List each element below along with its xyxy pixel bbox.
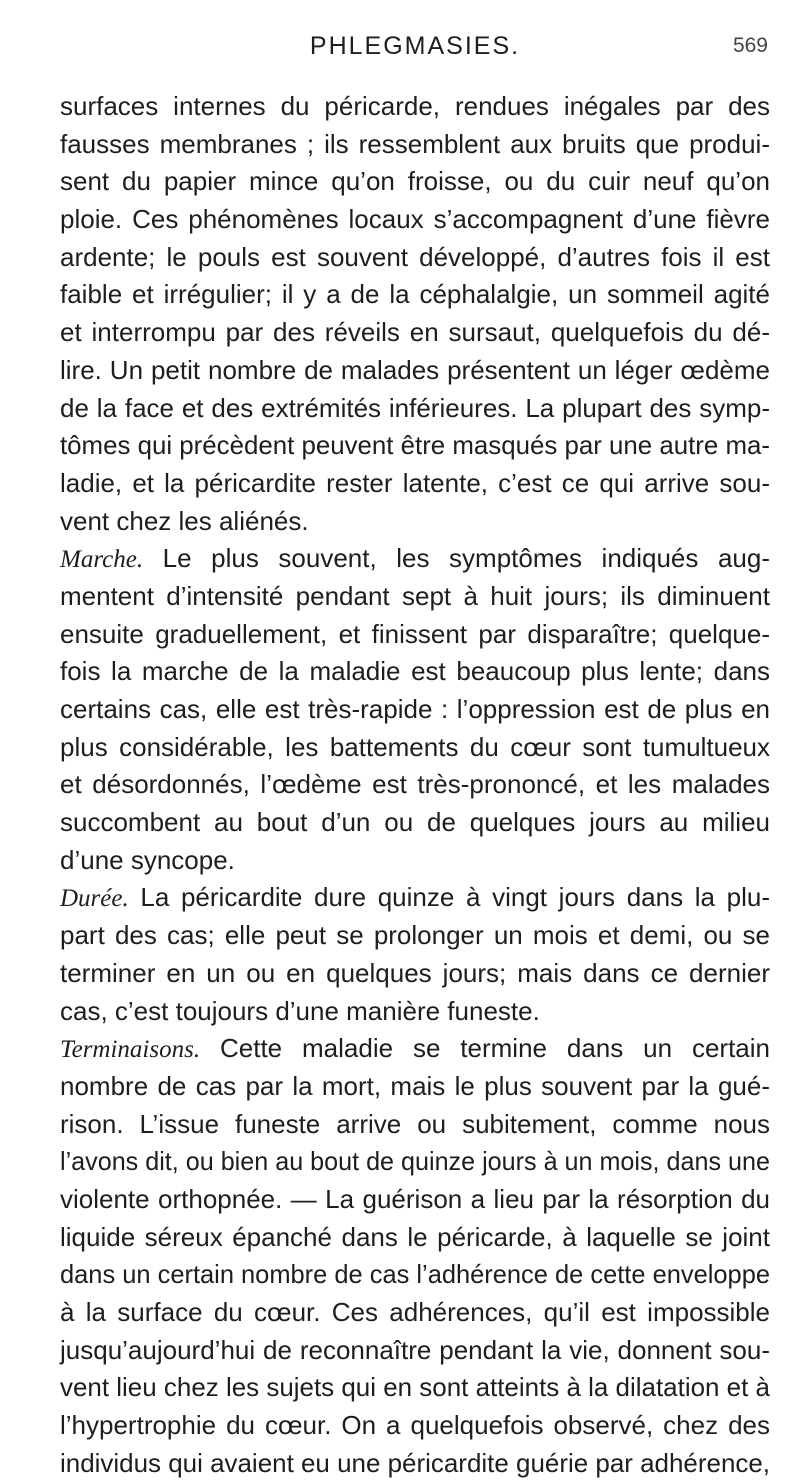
- line-text: tômes qui précèdent peuvent être masqués par une autre ma-: [60, 430, 770, 461]
- line-text: violente orthopnée. — La guérison a lieu par la résorption du: [60, 1183, 770, 1214]
- text-line: [60, 616, 770, 654]
- line-text: individus qui avaient eu une péricardite guérie par adhérence,: [60, 1447, 771, 1478]
- text-line: [60, 1407, 770, 1445]
- text-line: [60, 352, 770, 390]
- text-line: [60, 729, 770, 767]
- text-line: [60, 540, 770, 578]
- text-line: [60, 163, 770, 201]
- line-text: l’hypertrophie du cœur. On a quelquefois observé, chez des: [60, 1410, 770, 1441]
- line-text: fois la marche de la maladie est beaucoup plus lente; dans: [60, 656, 770, 687]
- line-text: Le plus souvent, les symptômes indiqués aug-: [143, 543, 770, 574]
- line-text: lire. Un petit nombre de malades présentent un léger œdème: [60, 354, 770, 385]
- body-text: [60, 88, 770, 1482]
- line-text: cas, c’est toujours d’une manière funeste.: [60, 995, 540, 1026]
- text-line: [60, 1143, 770, 1181]
- text-line: [60, 201, 770, 239]
- line-text: ardente; le pouls est souvent développé, d’autres fois il est: [60, 241, 770, 272]
- text-line: [60, 1256, 770, 1294]
- text-line: [60, 1445, 770, 1482]
- text-line: [60, 993, 770, 1031]
- line-text: part des cas; elle peut se prolonger un mois et demi, ou se: [60, 920, 770, 951]
- text-line: [60, 276, 770, 314]
- line-text: sent du papier mince qu’on froisse, ou du cuir neuf qu’on: [60, 166, 770, 197]
- line-text: à la surface du cœur. Ces adhérences, qu’il est impossible: [60, 1297, 770, 1327]
- running-title: PHLEGMASIES.: [309, 32, 521, 60]
- text-line: [60, 1369, 770, 1407]
- text-line: [60, 390, 770, 428]
- section-lead: Marche.: [60, 546, 144, 574]
- line-text: d’une syncope.: [60, 844, 235, 875]
- text-line: [60, 1181, 770, 1219]
- text-line: [60, 653, 770, 691]
- line-text: certains cas, elle est très-rapide : l’oppression est de plus en: [60, 694, 770, 724]
- text-line: [60, 578, 770, 616]
- line-text: ensuite graduellement, et finissent par disparaître; quelque-: [60, 618, 770, 649]
- line-text: fausses membranes ; ils ressemblent aux bruits que produi-: [60, 128, 770, 159]
- line-text: surfaces internes du péricarde, rendues inégales par des: [60, 91, 770, 121]
- text-line: [60, 1294, 770, 1332]
- line-text: et interrompu par des réveils en sursaut, quelquefois du dé-: [60, 317, 770, 348]
- section-lead: Terminaisons.: [60, 1036, 201, 1064]
- text-line: [60, 766, 770, 804]
- line-text: de la face et des extrémités inférieures. La plupart des symp-: [60, 392, 770, 423]
- text-line: [60, 239, 770, 277]
- text-line: [60, 917, 770, 955]
- paragraph: [60, 1030, 770, 1482]
- paragraph: [60, 540, 770, 879]
- text-line: [60, 465, 770, 503]
- line-text: l’avons dit, ou bien au bout de quinze jours à un mois, dans une: [60, 1146, 770, 1177]
- text-line: [60, 1068, 770, 1106]
- line-text: liquide séreux épanché dans le péricarde, à laquelle se joint: [60, 1221, 770, 1252]
- line-text: plus considérable, les battements du cœur sont tumultueux: [60, 731, 770, 762]
- line-text: et désordonnés, l’œdème est très-prononcé, et les malades: [60, 769, 770, 800]
- line-text: mentent d’intensité pendant sept à huit jours; ils diminuent: [60, 580, 770, 611]
- line-text: dans un certain nombre de cas l’adhérence de cette enveloppe: [60, 1259, 771, 1290]
- text-line: [60, 1106, 770, 1144]
- paragraph: [60, 879, 770, 1030]
- text-line: [60, 691, 770, 729]
- line-text: jusqu’aujourd’hui de reconnaître pendant la vie, donnent sou-: [60, 1334, 770, 1365]
- paragraph: [60, 88, 770, 540]
- line-text: vent chez les aliénés.: [60, 505, 309, 536]
- line-text: rison. L’issue funeste arrive ou subitement, comme nous: [60, 1108, 770, 1139]
- line-text: ploie. Ces phénomènes locaux s’accompagnent d’une fièvre: [60, 204, 770, 235]
- line-text: terminer en un ou en quelques jours; mais dans ce dernier: [60, 957, 770, 988]
- page-header: [60, 26, 770, 66]
- text-line: [60, 1332, 770, 1370]
- line-text: succombent au bout d’un ou de quelques jours au milieu: [60, 807, 770, 838]
- line-text: La péricardite dure quinze à vingt jours dans la plu-: [128, 882, 770, 913]
- line-text: nombre de cas par la mort, mais le plus souvent par la gué-: [60, 1070, 770, 1101]
- text-line: [60, 503, 770, 541]
- line-text: ladie, et la péricardite rester latente, c’est ce qui arrive sou-: [60, 467, 770, 498]
- text-line: [60, 804, 770, 842]
- text-line: [60, 879, 770, 917]
- section-lead: Durée.: [60, 885, 129, 913]
- text-line: [60, 955, 770, 993]
- text-line: [60, 88, 770, 126]
- text-line: [60, 126, 770, 164]
- text-line: [60, 314, 770, 352]
- line-text: Cette maladie se termine dans un certain: [200, 1033, 770, 1064]
- text-line: [60, 427, 770, 465]
- text-line: [60, 1219, 770, 1257]
- text-line: [60, 1030, 770, 1068]
- text-line: [60, 842, 770, 880]
- page-number: 569: [732, 34, 768, 57]
- line-text: vent lieu chez les sujets qui en sont atteints à la dilatation et à: [60, 1372, 770, 1403]
- line-text: faible et irrégulier; il y a de la céphalalgie, un sommeil agité: [60, 279, 770, 310]
